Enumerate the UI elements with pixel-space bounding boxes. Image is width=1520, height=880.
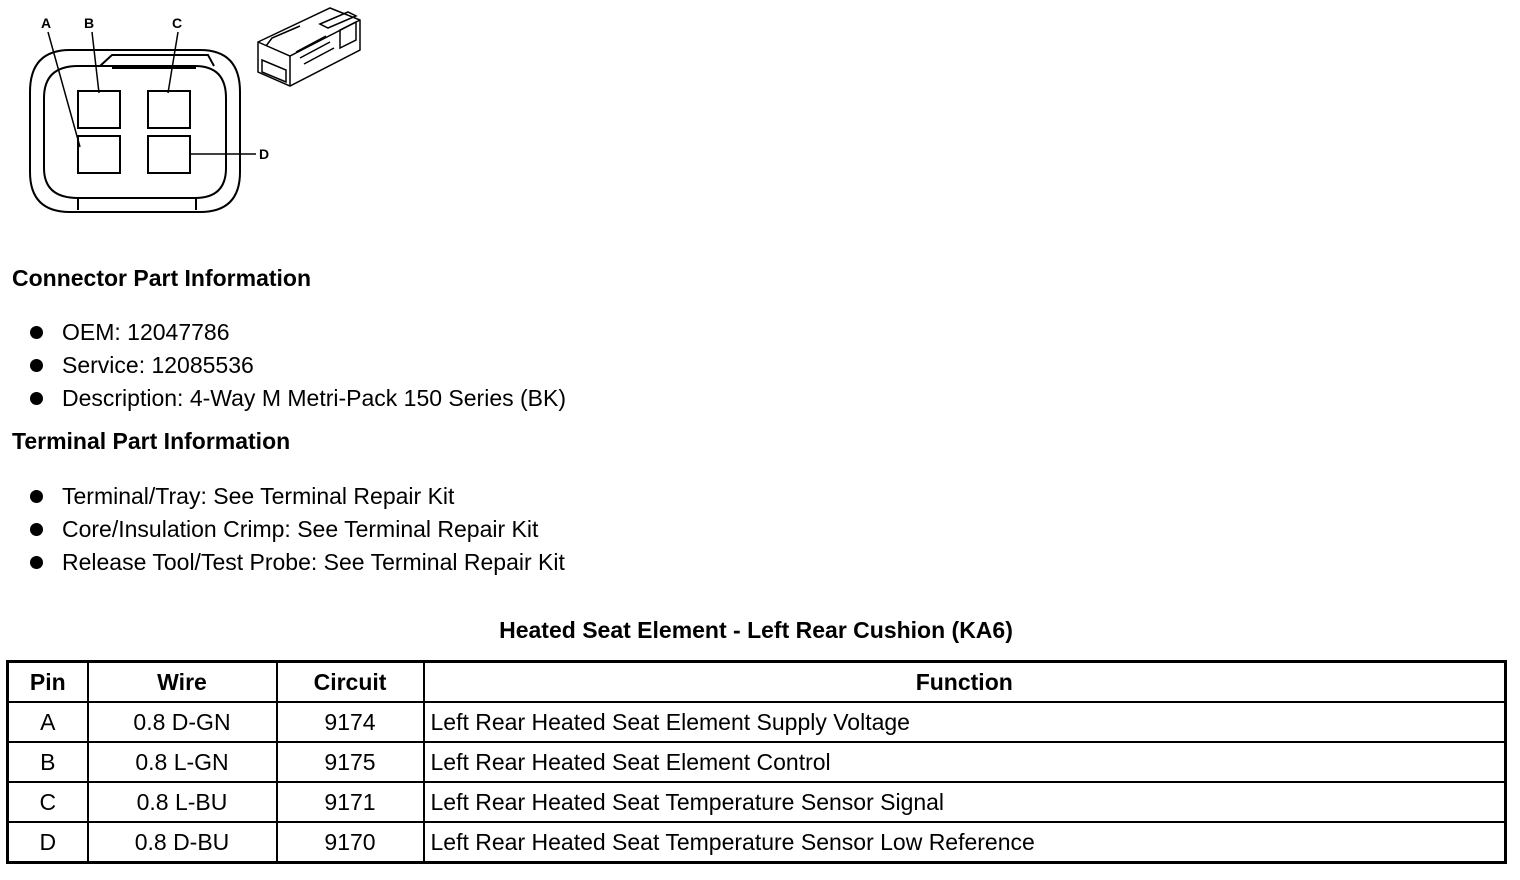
header-circuit: Circuit bbox=[277, 662, 424, 703]
connector-iso-sketch bbox=[258, 8, 360, 86]
bullet-icon bbox=[30, 326, 43, 339]
connector-latch bbox=[100, 55, 214, 66]
pin-label-a: A bbox=[41, 15, 52, 31]
table-header-row bbox=[8, 662, 1506, 703]
bullet-icon bbox=[30, 523, 43, 536]
connector-description: Description: 4-Way M Metri-Pack 150 Series (BK) bbox=[62, 385, 567, 411]
cell-function: Left Rear Heated Seat Temperature Sensor Low Reference bbox=[424, 822, 1506, 863]
cell-wire: 0.8 L-BU bbox=[88, 782, 277, 822]
cell-function: Left Rear Heated Seat Element Control bbox=[424, 742, 1506, 782]
terminal-crimp: Core/Insulation Crimp: See Terminal Repair Kit bbox=[62, 516, 539, 542]
cell-circuit: 9171 bbox=[277, 782, 424, 822]
cavity-b bbox=[78, 91, 120, 128]
list-item bbox=[0, 546, 565, 579]
bullet-icon bbox=[30, 359, 43, 372]
connector-service: Service: 12085536 bbox=[62, 352, 254, 378]
cell-pin: A bbox=[8, 702, 88, 742]
pin-label-b: B bbox=[84, 15, 95, 31]
list-item bbox=[0, 382, 566, 415]
cell-function: Left Rear Heated Seat Temperature Sensor Signal bbox=[424, 782, 1506, 822]
list-item bbox=[0, 349, 566, 382]
header-pin: Pin bbox=[8, 662, 88, 703]
terminal-release-tool: Release Tool/Test Probe: See Terminal Repair Kit bbox=[62, 549, 565, 575]
table-title: Heated Seat Element - Left Rear Cushion (KA6) bbox=[499, 617, 1013, 643]
cell-pin: D bbox=[8, 822, 88, 863]
terminal-part-list bbox=[0, 480, 565, 579]
cell-function: Left Rear Heated Seat Element Supply Voltage bbox=[424, 702, 1506, 742]
connector-part-list bbox=[0, 316, 566, 415]
terminal-part-heading: Terminal Part Information bbox=[12, 428, 291, 454]
cell-circuit: 9174 bbox=[277, 702, 424, 742]
list-item bbox=[0, 480, 565, 513]
cavity-d bbox=[148, 136, 190, 173]
connector-part-heading: Connector Part Information bbox=[12, 265, 312, 291]
cell-wire: 0.8 L-GN bbox=[88, 742, 277, 782]
connector-inner-shell bbox=[44, 66, 226, 198]
pin-label-c: C bbox=[172, 15, 183, 31]
cavity-a bbox=[78, 136, 120, 173]
connector-diagram bbox=[0, 0, 380, 225]
list-item bbox=[0, 316, 566, 349]
bullet-icon bbox=[30, 392, 43, 405]
cavity-c bbox=[148, 91, 190, 128]
table-row bbox=[8, 702, 1506, 742]
table-row bbox=[8, 742, 1506, 782]
connector-oem: OEM: 12047786 bbox=[62, 319, 230, 345]
cell-pin: B bbox=[8, 742, 88, 782]
bullet-icon bbox=[30, 490, 43, 503]
header-wire: Wire bbox=[88, 662, 277, 703]
cell-wire: 0.8 D-BU bbox=[88, 822, 277, 863]
cell-pin: C bbox=[8, 782, 88, 822]
cell-circuit: 9175 bbox=[277, 742, 424, 782]
connector-outer-shell bbox=[30, 50, 240, 212]
table-row bbox=[8, 822, 1506, 863]
pinout-table bbox=[6, 660, 1507, 864]
list-item bbox=[0, 513, 565, 546]
bullet-icon bbox=[30, 556, 43, 569]
terminal-tray: Terminal/Tray: See Terminal Repair Kit bbox=[62, 483, 455, 509]
table-row bbox=[8, 782, 1506, 822]
cell-circuit: 9170 bbox=[277, 822, 424, 863]
pin-label-d: D bbox=[259, 146, 270, 162]
cell-wire: 0.8 D-GN bbox=[88, 702, 277, 742]
header-function: Function bbox=[424, 662, 1506, 703]
